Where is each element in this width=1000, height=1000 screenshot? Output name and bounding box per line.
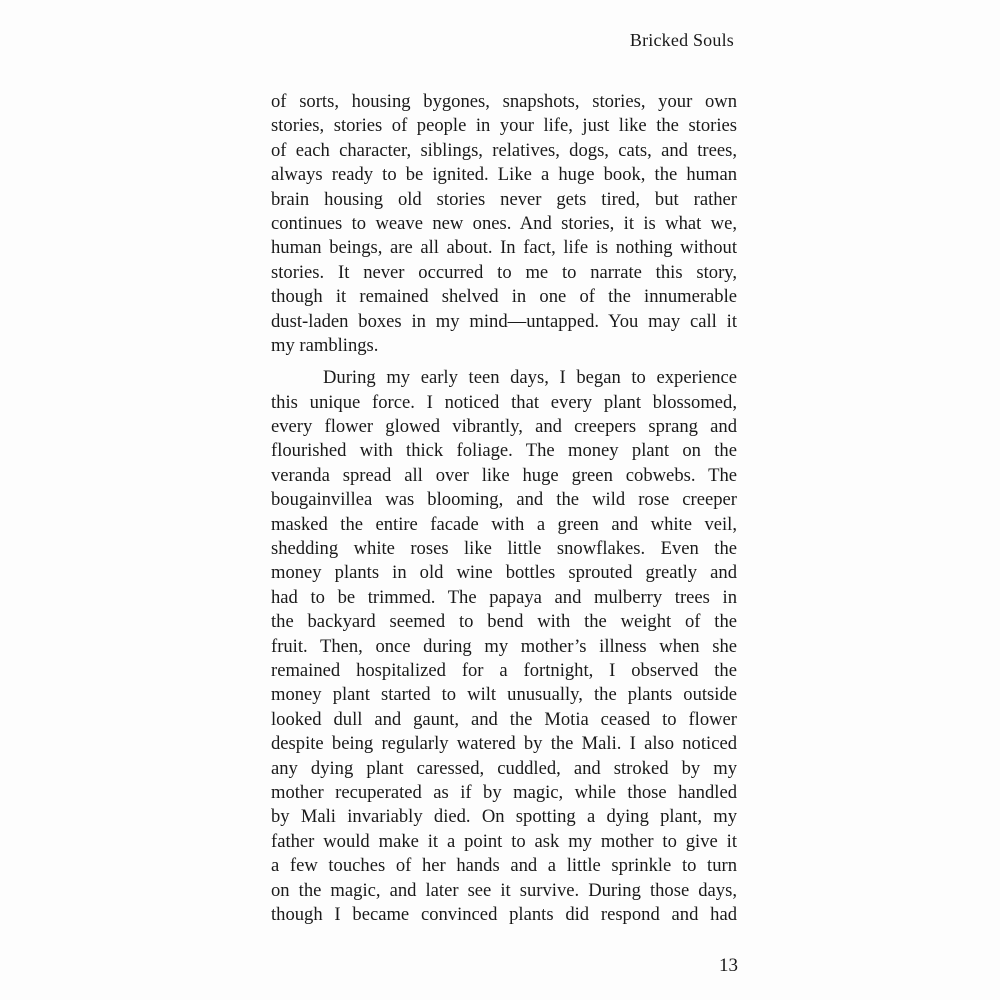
text-line: my ramblings.	[271, 334, 379, 356]
text-line: bougainvillea was blooming, and the wild rose creeper	[271, 489, 737, 511]
text-line: of each character, siblings, relatives, dogs, cats, and trees,	[271, 139, 737, 161]
paragraph	[271, 366, 737, 927]
text-line: veranda spread all over like huge green cobwebs. The	[271, 464, 737, 486]
text-line: fruit. Then, once during my mother’s illness when she	[271, 635, 737, 657]
paragraph-gap	[271, 358, 737, 366]
text-line: on the magic, and later see it survive. During those days,	[271, 879, 737, 901]
text-line: though I became convinced plants did respond and had	[271, 903, 737, 925]
text-line: brain housing old stories never gets tired, but rather	[271, 188, 737, 210]
text-line: despite being regularly watered by the Mali. I also noticed	[271, 733, 737, 755]
text-line: During my early teen days, I began to experience	[323, 367, 737, 389]
text-line: dust-laden boxes in my mind—untapped. You may call it	[271, 310, 737, 332]
text-line: this unique force. I noticed that every plant blossomed,	[271, 391, 737, 413]
text-line: mother recuperated as if by magic, while those handled	[271, 781, 737, 803]
text-line: had to be trimmed. The papaya and mulberry trees in	[271, 586, 737, 608]
text-line: masked the entire facade with a green and white veil,	[271, 513, 737, 535]
text-line: stories. It never occurred to me to narrate this story,	[271, 261, 737, 283]
body-text	[271, 90, 737, 927]
text-line: shedding white roses like little snowflakes. Even the	[271, 538, 737, 560]
text-line: every flower glowed vibrantly, and creepers sprang and	[271, 416, 737, 438]
text-line: stories, stories of people in your life, just like the stories	[271, 115, 737, 137]
text-line: father would make it a point to ask my mother to give it	[271, 830, 737, 852]
text-line: any dying plant caressed, cuddled, and stroked by my	[271, 757, 737, 779]
paragraph	[271, 90, 737, 358]
text-line: continues to weave new ones. And stories, it is what we,	[271, 212, 737, 234]
page-number: 13	[719, 955, 738, 976]
text-line: though it remained shelved in one of the innumerable	[271, 286, 737, 308]
text-line: human beings, are all about. In fact, life is nothing without	[271, 237, 737, 259]
running-head: Bricked Souls	[629, 30, 734, 50]
text-line: by Mali invariably died. On spotting a dying plant, my	[271, 806, 737, 828]
text-line: money plants in old wine bottles sprouted greatly and	[271, 562, 737, 584]
text-line: looked dull and gaunt, and the Motia ceased to flower	[271, 708, 737, 730]
text-line: always ready to be ignited. Like a huge book, the human	[271, 164, 737, 186]
text-line: a few touches of her hands and a little sprinkle to turn	[271, 855, 737, 877]
text-line: the backyard seemed to bend with the weight of the	[271, 611, 737, 633]
text-line: remained hospitalized for a fortnight, I observed the	[271, 659, 737, 681]
text-line: flourished with thick foliage. The money plant on the	[271, 440, 737, 462]
text-line: money plant started to wilt unusually, the plants outside	[271, 684, 737, 706]
text-line: of sorts, housing bygones, snapshots, stories, your own	[271, 91, 737, 112]
